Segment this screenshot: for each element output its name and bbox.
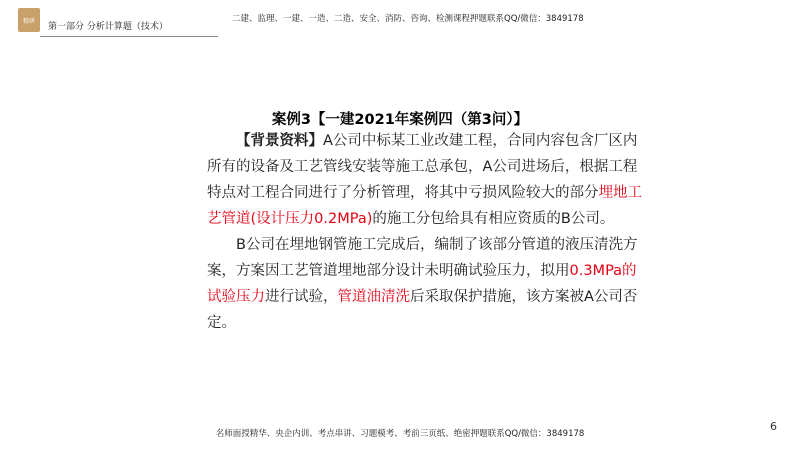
logo	[18, 8, 40, 32]
header-contact: 二建、监理、一建、一造、二造、安全、消防、咨询、检测课程押题联系QQ/微信：3849178	[232, 14, 584, 24]
case-body	[207, 128, 643, 336]
paragraph-background	[207, 128, 643, 232]
page-header	[0, 0, 800, 42]
page-footer: 名师面授精华、央企内训、考点串讲、习题模考、考前三页纸、绝密押题联系QQ/微信：3849178	[215, 429, 585, 439]
logo-text: 精研	[22, 17, 35, 25]
highlight-oil-cleaning: 管道油清洗	[337, 289, 410, 305]
highlight-pipe-pressure: 埋地工艺管道(设计压力0.2MPa)	[207, 185, 642, 227]
case-title: 案例3【一建2021年案例四（第3问）】	[271, 112, 529, 128]
paragraph-1-text-b: 的施工分包给具有相应资质的B公司。	[372, 211, 615, 227]
paragraph-2-text-c: 后采取保护措施，该方案被A公司否定。	[207, 289, 638, 331]
section-title: 第一部分 分析计算题（技术）	[48, 22, 168, 32]
header-divider	[40, 36, 218, 37]
paragraph-2-text-a: B公司在埋地钢管施工完成后，编制了该部分管道的液压清洗方案，方案因工艺管道埋地部分设计未明确试验压力，拟用	[207, 237, 638, 279]
background-label: 【背景资料】	[236, 133, 323, 149]
paragraph-2-text-b: 进行试验，	[265, 289, 338, 305]
paragraph-b-company	[207, 232, 643, 336]
page-number: 6	[770, 420, 777, 433]
paragraph-1-text-a: A公司中标某工业改建工程，合同内容包含厂区内所有的设备及工艺管线安装等施工总承包，A公司进场后，根据工程特点对工程合同进行了分析管理，将其中亏损风险较大的部分	[207, 133, 638, 201]
highlight-test-pressure: 0.3MPa的试验压力	[207, 263, 637, 305]
